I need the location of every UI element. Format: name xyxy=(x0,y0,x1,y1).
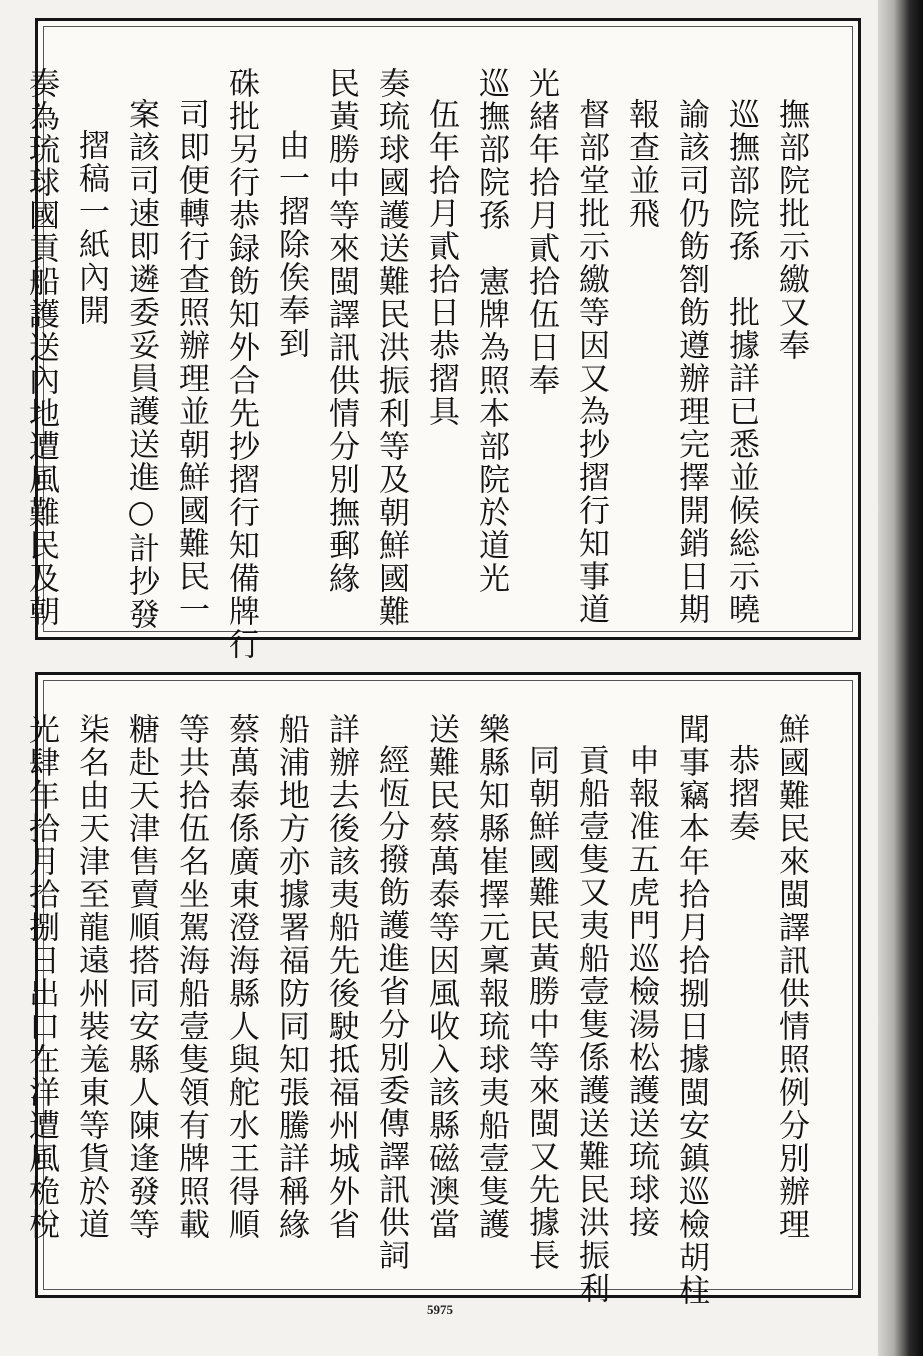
book-spine-shadow xyxy=(878,0,923,1356)
bottom-text-columns xyxy=(16,713,816,1307)
text-column: 摺稿一紙內開 xyxy=(73,129,109,327)
text-column: 送難民蔡萬泰等因風收入該縣磁澳當 xyxy=(423,713,459,1241)
page-number: 5975 xyxy=(427,1302,453,1317)
text-column: 硃批另行恭録飭知外合先抄摺行知備牌行 xyxy=(223,67,259,661)
text-column: 報查並飛 xyxy=(623,98,659,230)
text-column: 撫部院批示繳又奉 xyxy=(773,98,809,362)
text-column: 等共拾伍名坐駕海船壹隻領有牌照載 xyxy=(173,713,209,1241)
text-column: 同朝鮮國難民黃勝中等來閩又先據長 xyxy=(523,744,559,1272)
text-column: 詳辦去後該夷船先後駛抵福州城外省 xyxy=(323,713,359,1241)
text-column: 糖赴天津售賣順搭同安縣人陳逢發等 xyxy=(123,713,159,1241)
text-column: 民黃勝中等來閩譯訊供情分別撫郵緣 xyxy=(323,67,359,595)
text-column: 奏琉球國護送難民洪振利等及朝鮮國難 xyxy=(373,67,409,628)
text-column: 鮮國難民來閩譯訊供情照例分別辦理 xyxy=(773,713,809,1241)
text-column: 聞事竊本年拾月拾捌日據閩安鎮巡檢胡柱 xyxy=(673,713,709,1307)
text-column: 由一摺除俟奉到 xyxy=(273,129,309,360)
text-column: 貢船壹隻又夷船壹隻係護送難民洪振利 xyxy=(573,744,609,1305)
text-column: 諭該司仍飭劄飭遵辦理完擇開銷日期 xyxy=(673,98,709,626)
bottom-document-panel xyxy=(23,672,861,1307)
text-column: 柒名由天津至龍遠州裝羗東等貨於道 xyxy=(73,713,109,1241)
text-column: 督部堂批示繳等因又為抄摺行知事道 xyxy=(573,98,609,626)
text-column: 蔡萬泰係廣東澄海縣人與舵水王得順 xyxy=(223,713,259,1241)
text-column: 巡撫部院孫 憲牌為照本部院於道光 xyxy=(473,67,509,595)
text-column: 經恆分撥飭護進省分別委傳譯訊供詞 xyxy=(373,744,409,1272)
text-column: 奏為琉球國貢船護送內地遭風難民及朝 xyxy=(23,67,59,628)
text-column: 案該司速即遴委妥員護送進○計抄發 xyxy=(123,98,159,631)
text-column: 伍年拾月貳拾日恭摺具 xyxy=(423,98,459,428)
text-column: 光肆年拾月拾捌日出口在洋遭風桅梲 xyxy=(23,713,59,1241)
top-document-panel xyxy=(23,18,861,661)
text-column: 巡撫部院孫 批據詳已悉並候総示曉 xyxy=(723,98,759,626)
text-column: 司即便轉行查照辦理並朝鮮國難民一 xyxy=(173,98,209,626)
text-column: 恭摺奏 xyxy=(723,744,759,843)
top-text-columns xyxy=(16,67,816,661)
text-column: 申報准五虎門巡檢湯松護送琉球接 xyxy=(623,744,659,1239)
text-column: 船浦地方亦據署福防同知張騰詳稱緣 xyxy=(273,713,309,1241)
text-column: 樂縣知縣崔擇元稟報琉球夷船壹隻護 xyxy=(473,713,509,1241)
text-column: 光緒年拾月貳拾伍日奉 xyxy=(523,67,559,397)
